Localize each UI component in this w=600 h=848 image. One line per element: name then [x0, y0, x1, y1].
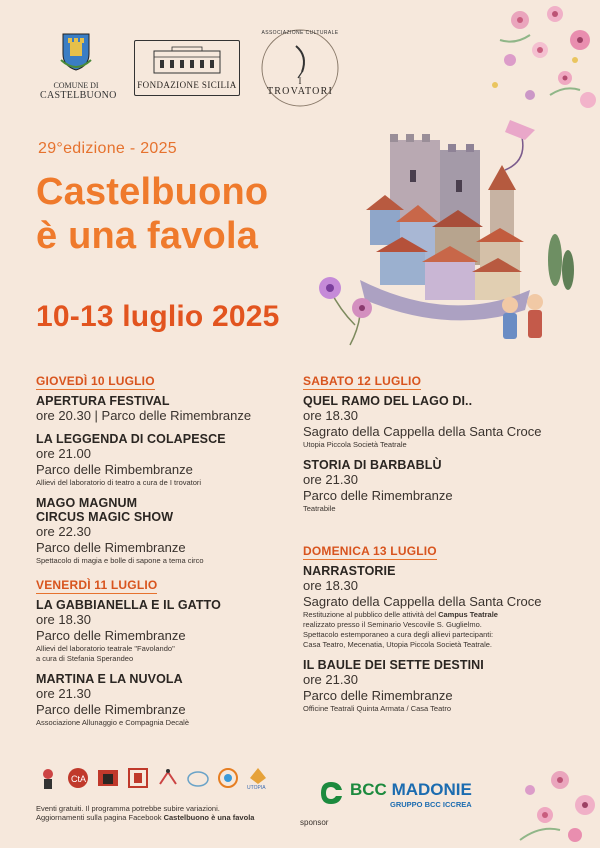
event-note: Associazione Allunaggio e Compagnia Decalè: [36, 718, 190, 727]
madonie-label: MADONIE: [391, 780, 472, 799]
event-title: QUEL RAMO DEL LAGO DI..: [303, 394, 473, 408]
bcc-label: BCC: [350, 780, 387, 799]
trovatori-mid-label: I: [298, 76, 302, 86]
flowers-bottom-decoration: [510, 760, 600, 848]
event-place: Parco delle Rimembranze: [36, 702, 186, 717]
event-place: Sagrato della Cappella della Santa Croce: [303, 424, 542, 439]
program-left-column: [36, 372, 306, 736]
event-time: ore 18.30: [303, 578, 358, 593]
comune-label-line1: COMUNE DI: [53, 81, 99, 90]
footer-note-line2: [36, 813, 254, 822]
event: [36, 598, 306, 664]
building-icon: [152, 45, 222, 75]
festival-title: [36, 170, 268, 258]
event-time-place: ore 20.30 | Parco delle Rimembranze: [36, 408, 252, 423]
event-time: ore 21.30: [36, 686, 91, 701]
event: [303, 658, 573, 714]
event-place: Sagrato della Cappella della Santa Croce: [303, 594, 542, 609]
utopia-label: UTOPIA: [247, 785, 266, 790]
event-note-4: Casa Teatro, Mecenatia, Utopia Piccola Società Teatrale.: [303, 640, 492, 649]
event-title: LA GABBIANELLA E IL GATTO: [36, 598, 221, 612]
day-heading: SABATO 12 LUGLIO: [303, 374, 422, 388]
event-time: ore 22.30: [36, 524, 91, 539]
footer-note-line1: Eventi gratuiti. Il programma potrebbe subire variazioni.: [36, 804, 220, 813]
partner-logos: [36, 766, 266, 796]
crest-icon: [59, 30, 93, 72]
event-title: IL BAULE DEI SETTE DESTINI: [303, 658, 484, 672]
event-note: Teatrabile: [303, 504, 336, 513]
day-heading: DOMENICA 13 LUGLIO: [303, 544, 437, 558]
event-note-bold: Campus Teatrale: [438, 610, 498, 619]
event: [303, 394, 573, 450]
event: [36, 496, 306, 566]
event-title: NARRASTORIE: [303, 564, 396, 578]
program-right-column: [303, 372, 573, 722]
circle-logo-icon: [216, 766, 240, 790]
event-note: Allievi del laboratorio teatrale "Favolando": [36, 644, 175, 653]
title-line-1: Castelbuono: [36, 171, 269, 213]
day-heading: VENERDÌ 11 LUGLIO: [36, 578, 158, 592]
event-title: MARTINA E LA NUVOLA: [36, 672, 183, 686]
theatre-mask-icon: [126, 766, 150, 790]
event-note: Allievi del laboratorio di teatro a cura de I trovatori: [36, 478, 202, 487]
event-note-text: Restituzione al pubblico delle attività del: [303, 610, 436, 619]
event-note: Officine Teatrali Quinta Armata / Casa Teatro: [303, 704, 451, 713]
theatre-red-icon: [96, 766, 120, 790]
event-place: Parco delle Rimembranze: [36, 540, 186, 555]
trovatori-bottom-label: TROVATORI: [267, 86, 333, 97]
event-time: ore 21.30: [303, 672, 358, 687]
festival-dates: 10-13 luglio 2025: [36, 300, 280, 333]
event-time: ore 18.30: [36, 612, 91, 627]
footer-note-bold: Castelbuono è una favola: [163, 813, 255, 822]
svg-text:CtA: CtA: [71, 774, 87, 784]
fondazione-sicilia-logo: [134, 40, 240, 96]
day-heading: GIOVEDÌ 10 LUGLIO: [36, 374, 155, 388]
event-note: Spettacolo di magia e bolle di sapone a tema circo: [36, 556, 204, 565]
trovatori-logo: [258, 26, 342, 110]
event-time: ore 18.30: [303, 408, 358, 423]
event-place: Parco delle Rimbembranze: [36, 462, 193, 477]
trovatori-top-label: ASSOCIAZIONE CULTURALE: [261, 30, 339, 36]
event-note-3: Spettacolo estemporaneo a cura degli allievi partecipanti:: [303, 630, 494, 639]
event: [303, 564, 573, 650]
sponsor-label: sponsor: [300, 818, 329, 827]
event: [36, 432, 306, 488]
event-place: Parco delle Rimembranze: [303, 488, 453, 503]
event-place: Parco delle Rimembranze: [36, 628, 186, 643]
event-title: MAGO MAGNUM: [36, 496, 138, 510]
event: [303, 458, 573, 514]
comune-logo: [40, 30, 117, 101]
comune-label-line2: CASTELBUONO: [40, 90, 117, 101]
event-place: Parco delle Rimembranze: [303, 688, 453, 703]
cloud-logo-icon: [186, 766, 210, 790]
footer-note: [36, 804, 254, 822]
event-title: APERTURA FESTIVAL: [36, 394, 170, 408]
purple-flowers-decoration: [310, 270, 380, 350]
fondazione-label: FONDAZIONE SICILIA: [137, 80, 237, 90]
utopia-logo-icon: [246, 766, 270, 790]
footer-note-text: Aggiornamenti sulla pagina Facebook: [36, 813, 162, 822]
cta-logo-icon: [66, 766, 90, 790]
event: [36, 394, 306, 424]
title-line-2: è una favola: [36, 215, 259, 257]
event: [36, 672, 306, 728]
bcc-madonie-logo: [318, 778, 488, 812]
event-title: LA LEGGENDA DI COLAPESCE: [36, 432, 226, 446]
event-time: ore 21.30: [303, 472, 358, 487]
event-note: Utopia Piccola Società Teatrale: [303, 440, 407, 449]
trovatori-circle-icon: [258, 26, 342, 110]
event-note-2: a cura di Stefania Sperandeo: [36, 654, 134, 663]
bcc-icon: [318, 780, 344, 806]
jester-icon: [36, 766, 60, 790]
event-note-2: realizzato presso il Seminario Vescovile S. Guglielmo.: [303, 620, 482, 629]
acrobat-icon: [156, 766, 180, 790]
edition-label: 29°edizione - 2025: [38, 140, 178, 157]
event-title: STORIA DI BARBABLÙ: [303, 458, 442, 472]
event-title-2: CIRCUS MAGIC SHOW: [36, 510, 174, 524]
bcc-group-label: GRUPPO BCC ICCREA: [390, 800, 472, 809]
event-note: [303, 610, 573, 620]
bcc-name: [350, 780, 472, 800]
event-time: ore 21.00: [36, 446, 91, 461]
